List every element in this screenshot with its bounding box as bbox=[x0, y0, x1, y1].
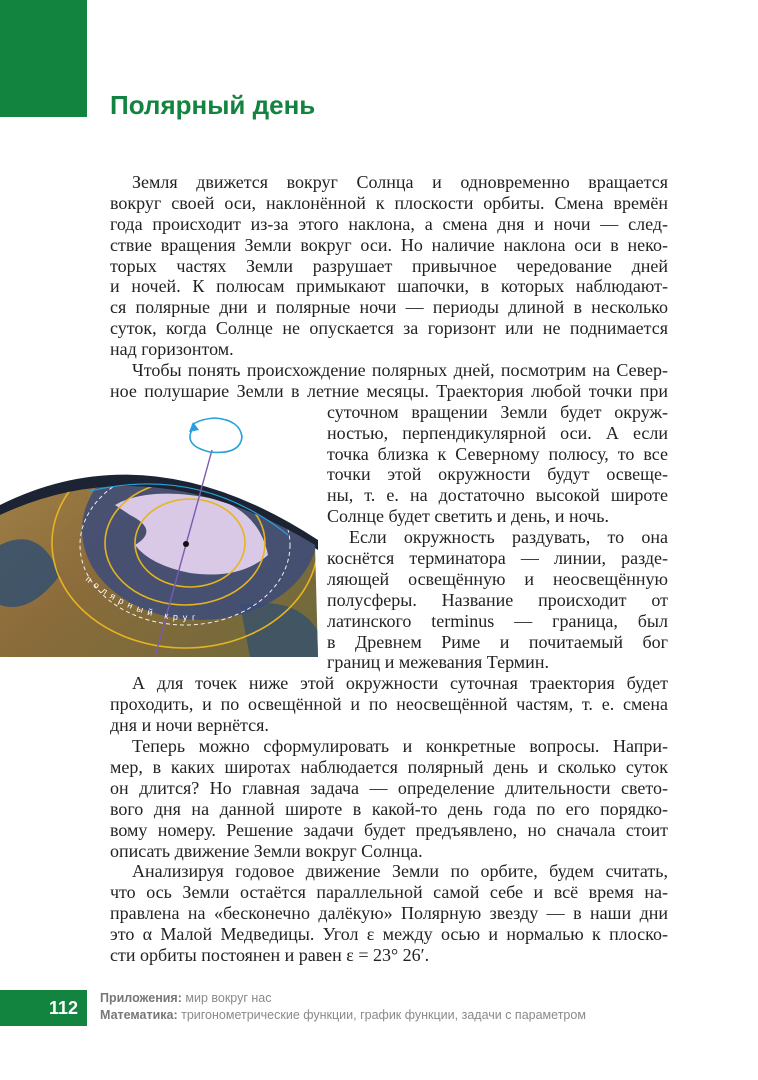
text-line: суточном вращении Земли будет окруж- bbox=[327, 401, 668, 422]
rotation-arrow-icon bbox=[189, 418, 242, 452]
text-line: точки этой окружности будут освеще- bbox=[327, 464, 668, 485]
text-line: проходить, и по освещённой и по неосвещённой частям, т. е. смена bbox=[110, 694, 668, 715]
text-line: точка близка к Северному полюсу, то все bbox=[327, 443, 668, 464]
text-line: Чтобы понять происхождение полярных дней, посмотрим на Север- bbox=[132, 360, 668, 381]
text-line: вому номеру. Решение задачи будет предъявлено, но сначала стоит bbox=[110, 819, 668, 840]
text-line: Солнце будет светить и день, и ночь. bbox=[327, 506, 609, 527]
text-line: что ось Земли остаётся параллельной самой себе и всё время на- bbox=[110, 882, 668, 903]
text-line: Если окружность раздувать, то она bbox=[349, 527, 668, 548]
text-line: это α Малой Медведицы. Угол ε между осью и нормалью к плоско- bbox=[110, 924, 668, 945]
corner-accent-block bbox=[0, 0, 87, 117]
text-line: ностью, перпендикулярной оси. А если bbox=[327, 422, 668, 443]
text-line: ствие вращения Земли вокруг оси. Но наличие наклона оси в неко- bbox=[110, 234, 668, 255]
text-line: Земля движется вокруг Солнца и одновременно вращается bbox=[132, 172, 668, 192]
text-line: коснётся терминатора — линии, разде- bbox=[327, 548, 668, 569]
text-line: в Древнем Риме и почитаемый бог bbox=[327, 631, 668, 652]
text-line: ное полушарие Земли в летние месяцы. Траектория любой точки при bbox=[110, 380, 668, 401]
text-line: суток, когда Солнце не опускается за горизонт или не поднимается bbox=[110, 318, 668, 339]
text-line: описать движение Земли вокруг Солнца. bbox=[110, 840, 423, 861]
text-line: правлена на «бесконечно далёкую» Полярную звезду — в наши дни bbox=[110, 903, 668, 924]
text-line: и ночей. К полюсам примыкают шапочки, в которых наблюдают- bbox=[110, 276, 668, 297]
text-line: Анализируя годовое движение Земли по орбите, будем считать, bbox=[132, 861, 668, 882]
text-line: сти орбиты постоянен и равен ε = 23° 26′. bbox=[110, 944, 430, 965]
page-number: 112 bbox=[0, 990, 87, 1026]
text-line: торых частях Земли разрушает привычное чередование дней bbox=[110, 255, 668, 276]
text-line: границ и межевания Термин. bbox=[327, 652, 549, 673]
footer-applications: Приложения: мир вокруг нас bbox=[100, 991, 272, 1005]
text-line: мер, в каких широтах наблюдается полярный день и сколько суток bbox=[110, 756, 668, 777]
text-line: Теперь можно сформулировать и конкретные вопросы. Напри- bbox=[132, 736, 668, 757]
north-pole-point bbox=[183, 541, 189, 547]
text-line: он длится? Но главная задача — определение длительности свето- bbox=[110, 777, 668, 798]
page-title: Полярный день bbox=[110, 90, 316, 120]
text-line: полусферы. Название происходит от bbox=[327, 589, 668, 610]
text-line: года происходит из-за этого наклона, а смена дня и ночи — след- bbox=[110, 213, 668, 234]
text-line: над горизонтом. bbox=[110, 339, 234, 360]
text-line: вого дня на данной широте в какой-то день года по его порядко- bbox=[110, 798, 668, 819]
text-line: вокруг своей оси, наклонённой к плоскости орбиты. Смена времён bbox=[110, 192, 668, 213]
text-line: ны, т. е. на достаточно высокой широте bbox=[327, 485, 668, 506]
text-line: дня и ночи вернётся. bbox=[110, 715, 269, 736]
polar-circle-label: полярный круг bbox=[83, 573, 201, 623]
text-line: латинского terminus — граница, был bbox=[327, 610, 668, 631]
footer bbox=[100, 990, 586, 1024]
text-line: ляющей освещённую и неосвещённую bbox=[327, 568, 668, 589]
text-line: ся полярные дни и полярные ночи — периоды длиной в несколько bbox=[110, 297, 668, 318]
footer-math: Математика: тригонометрические функции, график функции, задачи с параметром bbox=[100, 1008, 586, 1022]
polar-circle-figure bbox=[0, 405, 320, 657]
text-line: А для точек ниже этой окружности суточная траектория будет bbox=[132, 673, 668, 694]
